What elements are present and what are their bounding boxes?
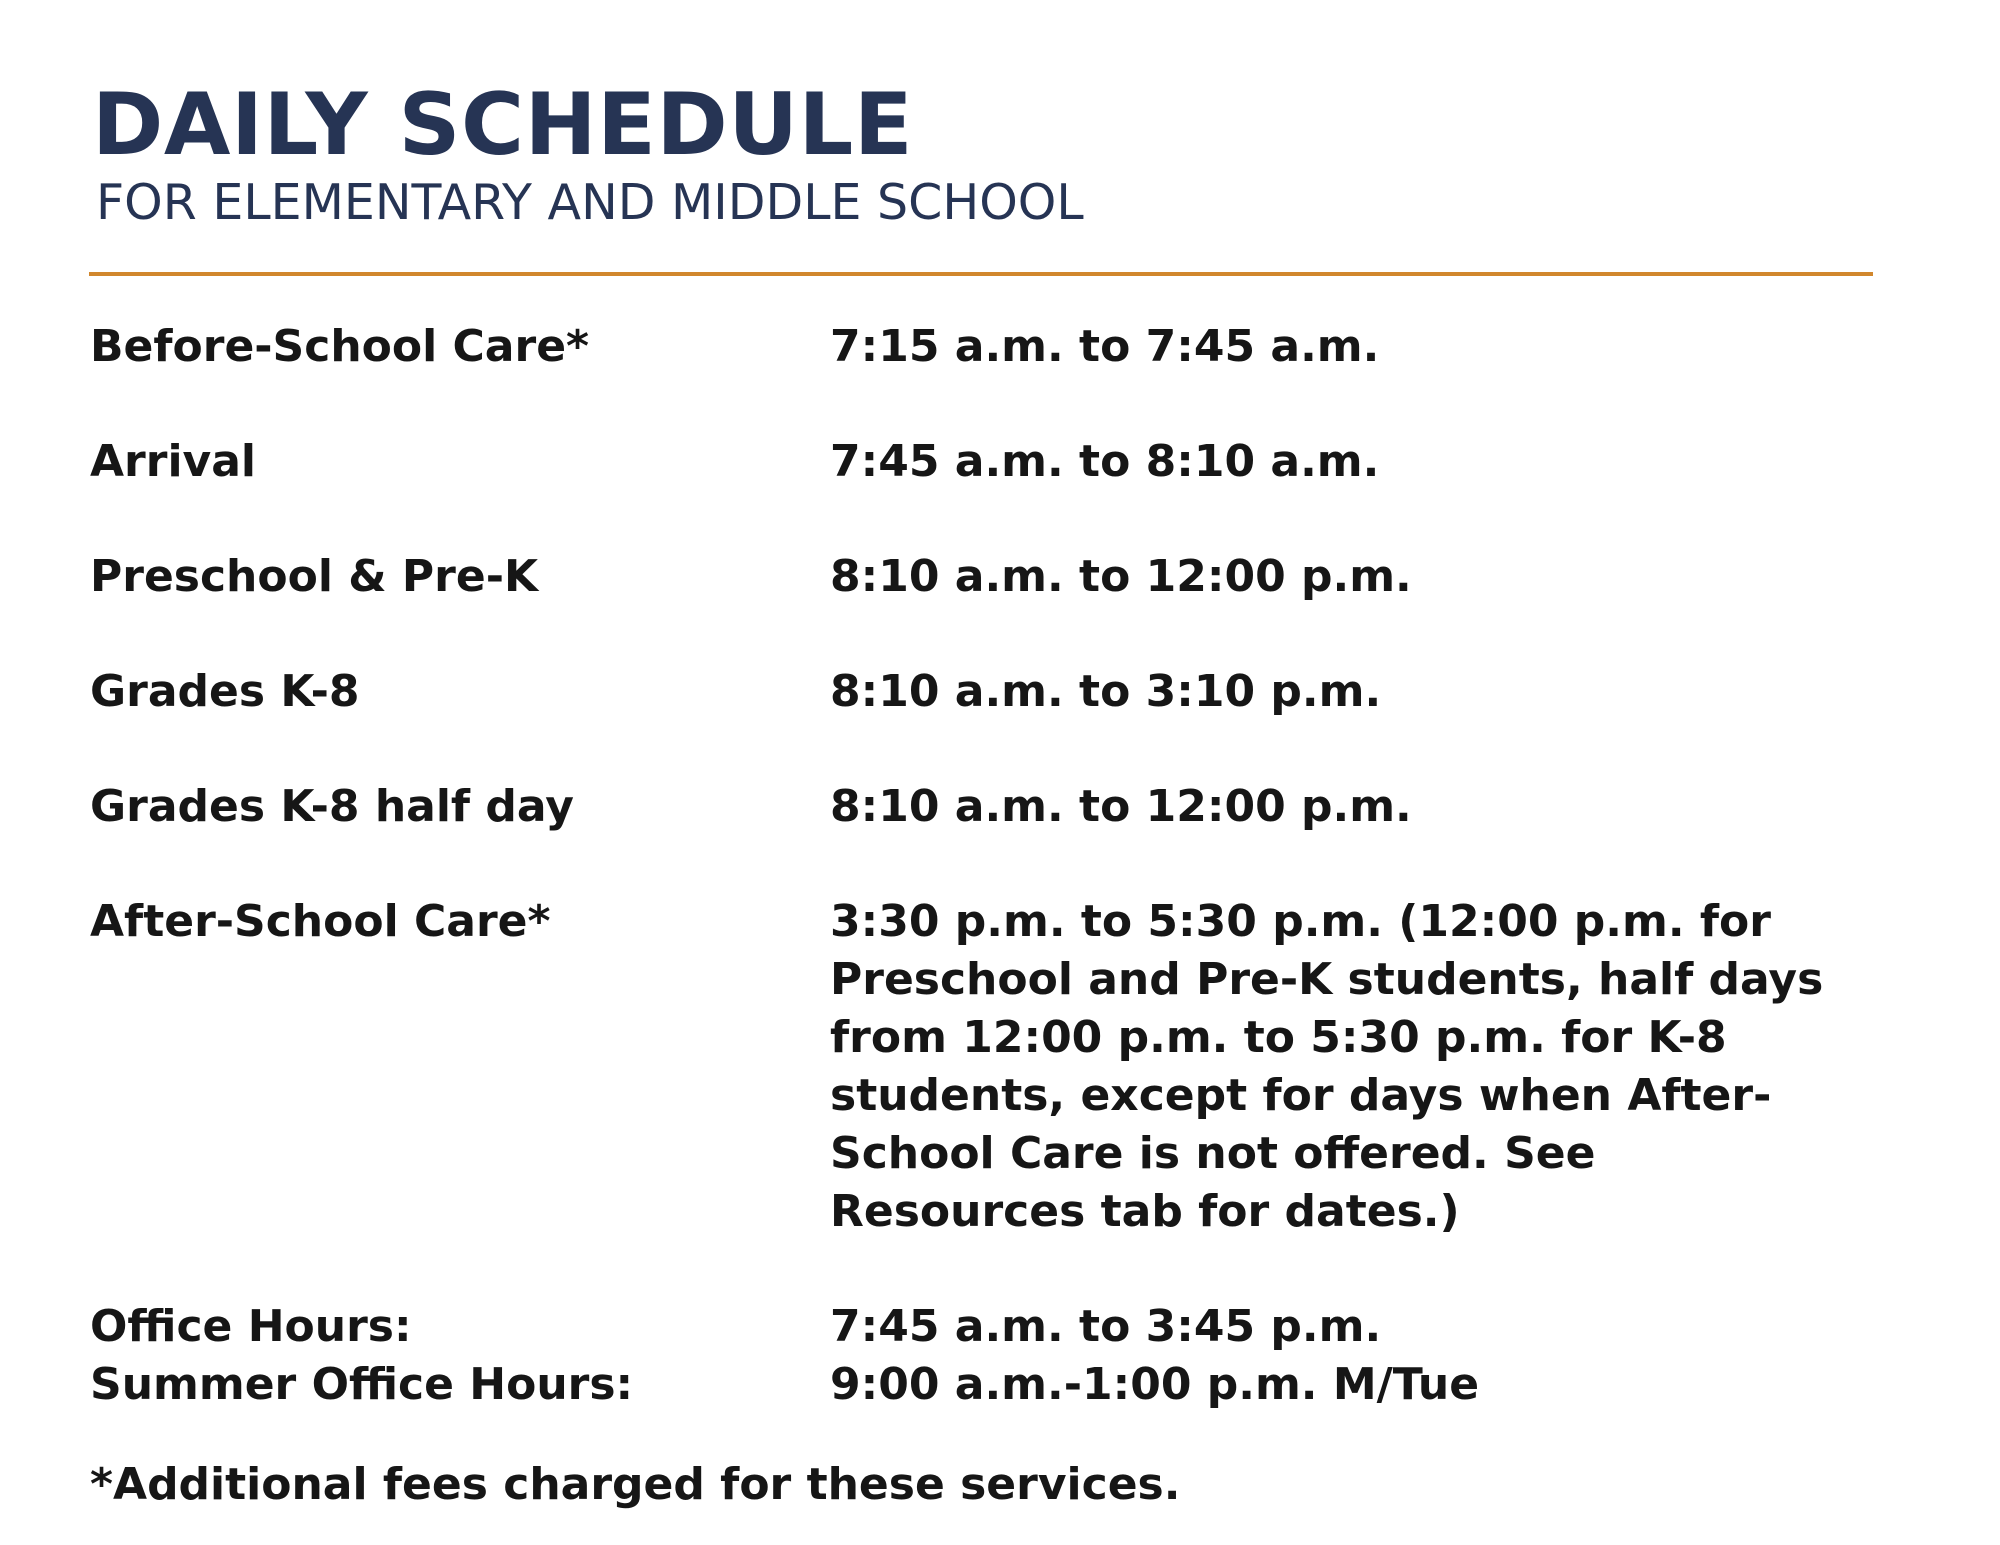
schedule-row-office-hours [90,1298,1890,1356]
schedule-time: 7:15 a.m. to 7:45 a.m. [830,321,1380,372]
schedule-time: 7:45 a.m. to 8:10 a.m. [830,436,1380,487]
schedule-row-after-school-care [90,893,1890,1241]
schedule-time: 8:10 a.m. to 3:10 p.m. [830,666,1382,717]
schedule-time: 3:30 p.m. to 5:30 p.m. (12:00 p.m. for Preschool and Pre-K students, half days from 12:00 p.m. to 5:30 p.m. for K-8 students, except for days when After-School Care is not offered. See Resources tab for dates.) [830,896,1824,1237]
schedule-label: Summer Office Hours: [90,1359,634,1410]
schedule-list [90,318,1890,1414]
schedule-label: Before-School Care* [90,321,590,372]
schedule-row-grades-k-8 [90,663,1890,721]
schedule-time: 9:00 a.m.-1:00 p.m. M/Tue [830,1359,1480,1410]
page-header [92,75,1872,231]
schedule-label: After-School Care* [90,896,551,947]
page-subtitle: FOR ELEMENTARY AND MIDDLE SCHOOL [96,174,1084,231]
schedule-row-preschool-pre-k [90,548,1890,606]
schedule-label: Arrival [90,436,256,487]
schedule-row-summer-office-hours [90,1356,1890,1414]
schedule-label: Grades K-8 half day [90,781,574,832]
schedule-time: 7:45 a.m. to 3:45 p.m. [830,1301,1382,1352]
fee-footnote: *Additional fees charged for these services. [90,1459,1181,1510]
header-divider [89,272,1873,276]
schedule-time: 8:10 a.m. to 12:00 p.m. [830,551,1412,602]
schedule-row-grades-k-8-half-day [90,778,1890,836]
schedule-time: 8:10 a.m. to 12:00 p.m. [830,781,1412,832]
page-title: DAILY SCHEDULE [92,75,914,175]
schedule-label: Preschool & Pre-K [90,551,539,602]
schedule-label: Office Hours: [90,1301,412,1352]
schedule-label: Grades K-8 [90,666,360,717]
schedule-row-before-school-care [90,318,1890,376]
schedule-row-arrival [90,433,1890,491]
